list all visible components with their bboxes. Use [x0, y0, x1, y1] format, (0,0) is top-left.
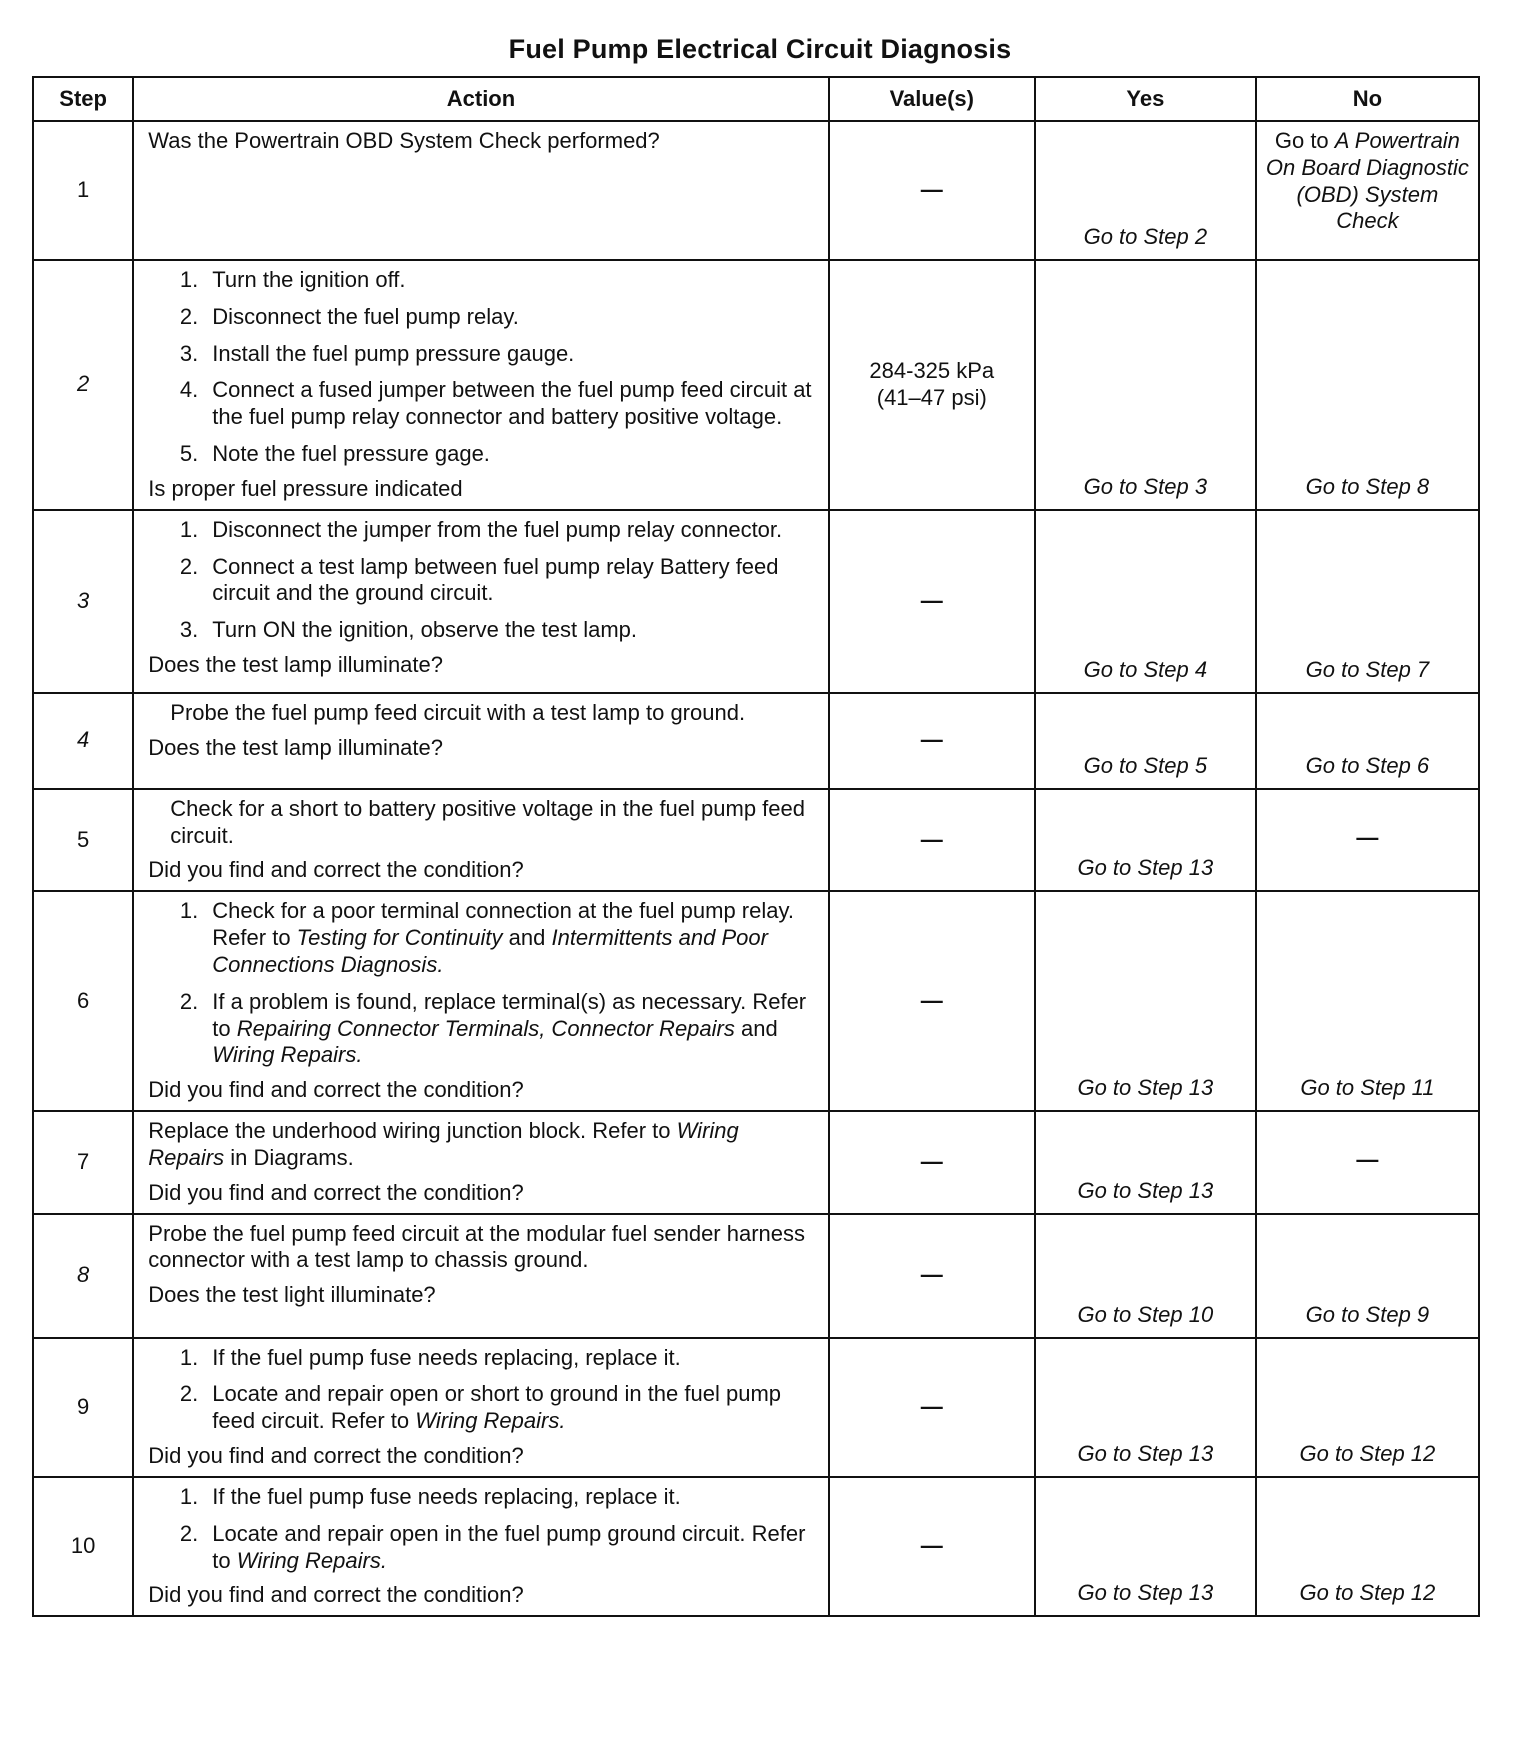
value-cell: — [829, 693, 1035, 789]
list-item: 2. Locate and repair open in the fuel pump ground circuit. Refer to Wiring Repairs. [204, 1521, 817, 1575]
list-item: 2. Connect a test lamp between fuel pump relay Battery feed circuit and the ground circuit. [204, 554, 817, 608]
wiring-repairs-reference: Wiring Repairs. [236, 1547, 387, 1573]
table-row [33, 1214, 1479, 1338]
step-number: 4 [33, 693, 133, 789]
action-step-list [148, 1484, 817, 1574]
list-item: 1. Check for a poor terminal connection at the fuel pump relay. Refer to Testing for Continuity and Intermittents and Poor Connections Diagnosis. [204, 898, 817, 978]
list-item: 1. Turn the ignition off. [204, 267, 817, 294]
action-question: Did you find and correct the condition? [148, 1443, 524, 1469]
action-question: Is proper fuel pressure indicated [148, 475, 463, 501]
action-step-list [148, 898, 817, 1069]
action-cell [133, 1111, 828, 1213]
column-header-yes: Yes [1035, 77, 1256, 121]
action-text: Replace the underhood wiring junction block. Refer to Wiring Repairs in Diagrams. [148, 1118, 739, 1170]
action-question: Did you find and correct the condition? [148, 1077, 524, 1103]
no-result: Go to Step 11 [1256, 891, 1479, 1111]
value-cell: — [829, 510, 1035, 693]
step-number: 9 [33, 1338, 133, 1477]
value-cell: — [829, 789, 1035, 891]
column-header-values: Value(s) [829, 77, 1035, 121]
no-result: Go to A Powertrain On Board Diagnostic (OBD) System Check [1256, 121, 1479, 260]
wiring-repairs-reference: Wiring Repairs. [212, 1042, 363, 1068]
column-header-step: Step [33, 77, 133, 121]
yes-result: Go to Step 4 [1035, 510, 1256, 693]
action-text: Probe the fuel pump feed circuit at the modular fuel sender harness connector with a test lamp to chassis ground. [148, 1220, 806, 1273]
step-number: 5 [33, 789, 133, 891]
no-result: Go to Step 12 [1256, 1338, 1479, 1477]
action-cell [133, 1338, 828, 1477]
step-number: 3 [33, 510, 133, 693]
no-result: Go to Step 8 [1256, 260, 1479, 510]
table-row [33, 789, 1479, 891]
yes-result: Go to Step 10 [1035, 1214, 1256, 1338]
table-row [33, 1477, 1479, 1616]
no-result: Go to Step 7 [1256, 510, 1479, 693]
yes-result: Go to Step 2 [1035, 121, 1256, 260]
pressure-psi: (41–47 psi) [876, 384, 987, 410]
action-text: Check for a short to battery positive voltage in the fuel pump feed circuit. [170, 795, 805, 848]
action-question: Does the test light illuminate? [148, 1282, 436, 1308]
intermittents-reference: Intermittents and Poor Connections Diagnosis. [212, 925, 768, 977]
step-number: 2 [33, 260, 133, 510]
diagnosis-table [32, 76, 1480, 1617]
value-cell: — [829, 1338, 1035, 1477]
action-step-list [148, 267, 817, 468]
value-cell: — [829, 1111, 1035, 1213]
pressure-kpa: 284-325 kPa [869, 358, 995, 384]
table-row [33, 121, 1479, 260]
column-header-no: No [1256, 77, 1479, 121]
action-question: Did you find and correct the condition? [148, 857, 524, 883]
obd-system-check-reference: A Powertrain On Board Diagnostic (OBD) System Check [1265, 128, 1469, 234]
action-cell [133, 693, 828, 789]
step-number: 10 [33, 1477, 133, 1616]
no-result: Go to Step 12 [1256, 1477, 1479, 1616]
action-question: Was the Powertrain OBD System Check performed? [148, 128, 660, 153]
page-title: Fuel Pump Electrical Circuit Diagnosis [508, 34, 1012, 64]
action-cell [133, 1214, 828, 1338]
column-header-action: Action [133, 77, 828, 121]
list-item: 2. Locate and repair open or short to ground in the fuel pump feed circuit. Refer to Wiring Repairs. [204, 1381, 817, 1435]
list-item: 1. If the fuel pump fuse needs replacing, replace it. [204, 1484, 817, 1511]
no-result: — [1256, 789, 1479, 891]
action-cell [133, 789, 828, 891]
no-result: — [1256, 1111, 1479, 1213]
no-result: Go to Step 6 [1256, 693, 1479, 789]
no-result: Go to Step 9 [1256, 1214, 1479, 1338]
step-number: 6 [33, 891, 133, 1111]
action-cell [133, 121, 828, 260]
yes-result: Go to Step 13 [1035, 1338, 1256, 1477]
action-cell [133, 891, 828, 1111]
table-row [33, 1111, 1479, 1213]
yes-result: Go to Step 5 [1035, 693, 1256, 789]
value-cell: — [829, 1477, 1035, 1616]
action-cell [133, 1477, 828, 1616]
action-question: Does the test lamp illuminate? [148, 652, 443, 678]
list-item: 2. Disconnect the fuel pump relay. [204, 304, 817, 331]
action-text: Probe the fuel pump feed circuit with a test lamp to ground. [170, 699, 746, 725]
table-row [33, 1338, 1479, 1477]
list-item: 3. Turn ON the ignition, observe the test lamp. [204, 617, 817, 644]
value-cell: — [829, 121, 1035, 260]
step-number: 1 [33, 121, 133, 260]
action-question: Did you find and correct the condition? [148, 1582, 524, 1608]
list-item: 3. Install the fuel pump pressure gauge. [204, 341, 817, 368]
list-item: 1. If the fuel pump fuse needs replacing, replace it. [204, 1345, 817, 1372]
list-item: 1. Disconnect the jumper from the fuel pump relay connector. [204, 517, 817, 544]
action-step-list [148, 517, 817, 644]
action-cell [133, 510, 828, 693]
table-header-row [33, 77, 1479, 121]
action-question: Did you find and correct the condition? [148, 1179, 524, 1205]
list-item: 5. Note the fuel pressure gage. [204, 441, 817, 468]
wiring-repairs-reference: Wiring Repairs. [415, 1408, 566, 1434]
table-row [33, 510, 1479, 693]
yes-result: Go to Step 13 [1035, 789, 1256, 891]
connector-repairs-reference: Repairing Connector Terminals, Connector Repairs [236, 1015, 735, 1041]
yes-result: Go to Step 13 [1035, 1477, 1256, 1616]
list-item: 2. If a problem is found, replace terminal(s) as necessary. Refer to Repairing Connector Terminals, Connector Repairs and Wiring Repairs. [204, 989, 817, 1069]
yes-result: Go to Step 3 [1035, 260, 1256, 510]
value-cell: — [829, 1214, 1035, 1338]
table-row [33, 891, 1479, 1111]
value-cell [829, 260, 1035, 510]
continuity-testing-reference: Testing for Continuity [296, 925, 503, 951]
list-item: 4. Connect a fused jumper between the fuel pump feed circuit at the fuel pump relay connector and battery positive voltage. [204, 377, 817, 431]
action-question: Does the test lamp illuminate? [148, 734, 443, 760]
yes-result: Go to Step 13 [1035, 891, 1256, 1111]
step-number: 7 [33, 1111, 133, 1213]
table-row [33, 693, 1479, 789]
wiring-repairs-reference: Wiring Repairs [148, 1118, 739, 1170]
value-cell: — [829, 891, 1035, 1111]
table-row [33, 260, 1479, 510]
step-number: 8 [33, 1214, 133, 1338]
yes-result: Go to Step 13 [1035, 1111, 1256, 1213]
action-cell [133, 260, 828, 510]
action-step-list [148, 1345, 817, 1435]
